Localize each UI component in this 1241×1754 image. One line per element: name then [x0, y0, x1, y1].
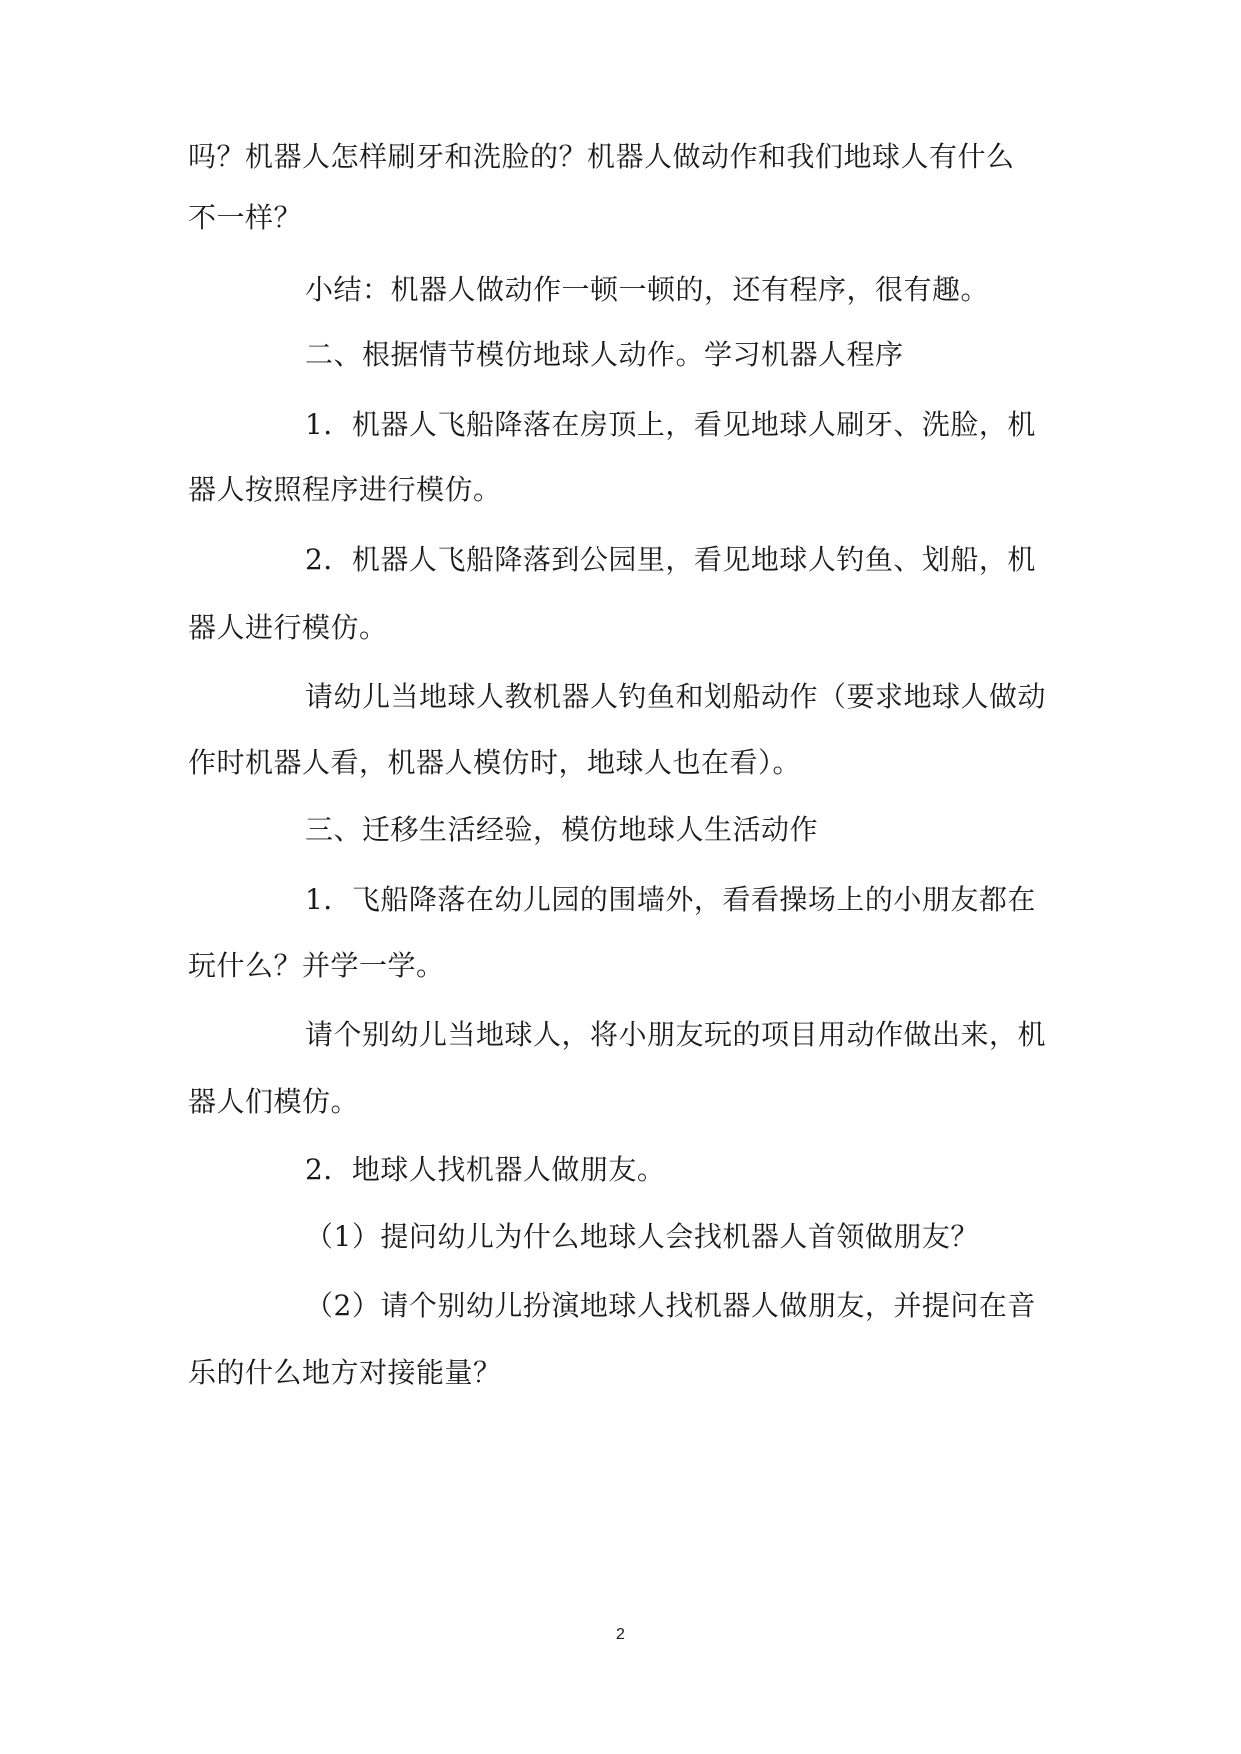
text-line: 2．机器人飞船降落到公园里，看见地球人钓鱼、划船，机 — [305, 543, 1036, 576]
text-line: （1）提问幼儿为什么地球人会找机器人首领做朋友？ — [305, 1220, 979, 1253]
text-line: 作时机器人看，机器人模仿时，地球人也在看）。 — [188, 746, 802, 779]
text-line: 器人进行模仿。 — [188, 611, 388, 644]
text-line: 1．飞船降落在幼儿园的围墙外，看看操场上的小朋友都在 — [305, 883, 1036, 916]
page-number: 2 — [616, 1626, 625, 1643]
section-heading: 三、迁移生活经验，模仿地球人生活动作 — [305, 813, 819, 846]
text-line: 器人按照程序进行模仿。 — [188, 473, 502, 506]
text-line: （2）请个别幼儿扮演地球人找机器人做朋友，并提问在音 — [305, 1289, 1036, 1322]
text-line: 不一样？ — [188, 201, 303, 234]
text-line: 器人们模仿。 — [188, 1085, 360, 1118]
text-line: 1．机器人飞船降落在房顶上，看见地球人刷牙、洗脸，机 — [305, 408, 1036, 441]
text-line: 吗？机器人怎样刷牙和洗脸的？机器人做动作和我们地球人有什么 — [188, 140, 1015, 173]
text-line: 请个别幼儿当地球人，将小朋友玩的项目用动作做出来，机 — [305, 1018, 1047, 1051]
text-line: 请幼儿当地球人教机器人钓鱼和划船动作（要求地球人做动 — [305, 680, 1047, 713]
text-line: 小结：机器人做动作一顿一顿的，还有程序，很有趣。 — [305, 273, 990, 306]
text-line: 玩什么？并学一学。 — [188, 949, 445, 982]
section-heading: 二、根据情节模仿地球人动作。学习机器人程序 — [305, 338, 904, 371]
text-line: 2．地球人找机器人做朋友。 — [305, 1153, 666, 1186]
text-line: 乐的什么地方对接能量？ — [188, 1356, 502, 1389]
